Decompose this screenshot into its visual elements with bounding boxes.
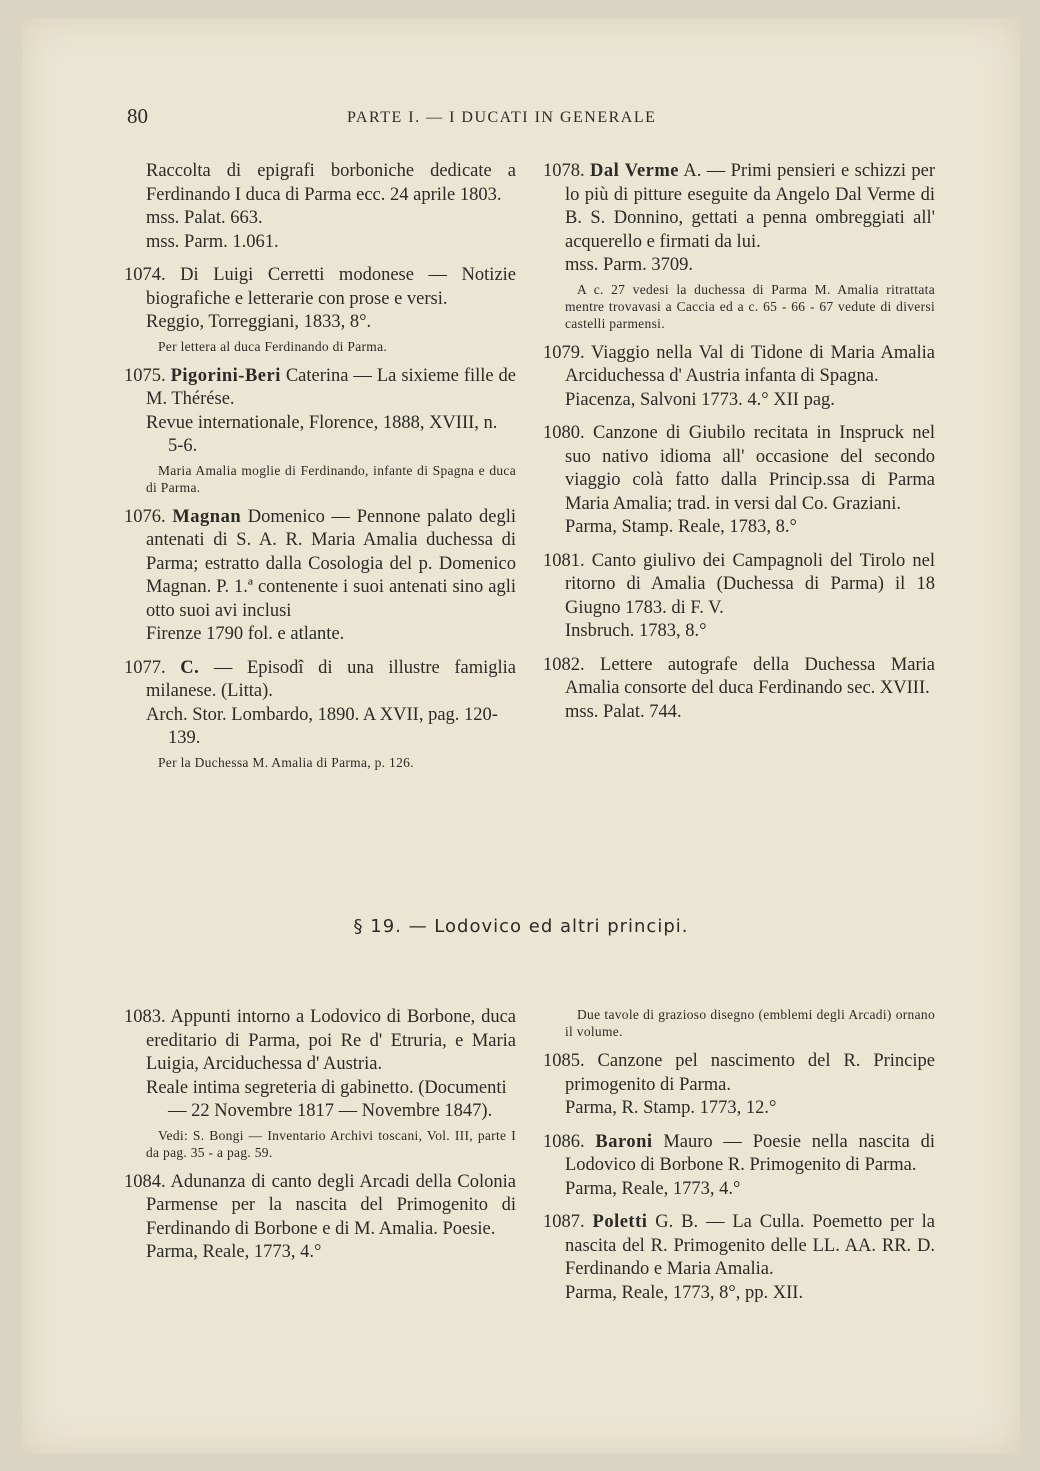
- section-title: § 19. — Lodovico ed altri principi.: [353, 916, 689, 937]
- page-header: [127, 104, 927, 132]
- entry-pub: Parma, Reale, 1773, 4.°: [565, 1178, 741, 1199]
- entry-number: 1078.: [543, 161, 585, 181]
- entry-text: [124, 506, 516, 624]
- left-column-top: [124, 160, 516, 781]
- entry-1076: [124, 506, 516, 647]
- entry-note: Due tavole di grazioso disegno (emblemi degli Arcadi) ornano il volume.: [565, 1007, 935, 1039]
- entry-continuation: [124, 160, 516, 254]
- entry-text: 1081. Canto giulivo dei Campagnoli del Tirolo nel ritorno di Amalia (Duchessa di Parma) il 18 Giugno 1783. di F. V.: [543, 550, 935, 618]
- left-column-bottom: [124, 1006, 516, 1275]
- entry-1081: [543, 550, 935, 644]
- entry-author: Dal Verme: [590, 161, 680, 181]
- entry-text: 1085. Canzone pel nascimento del R. Principe primogenito di Parma.: [543, 1051, 935, 1095]
- entry-text: [543, 160, 935, 254]
- entry-1077: [124, 657, 516, 771]
- entry-author: Pigorini-Beri: [170, 365, 281, 386]
- entry-note-continuation: [543, 1006, 935, 1040]
- entry-text: Raccolta di epigrafi borboniche dedicate a Ferdinando I duca di Parma ecc. 24 aprile 1803.: [146, 161, 516, 205]
- entry-pub: Insbruch. 1783, 8.°: [565, 621, 707, 641]
- entry-1075: [124, 365, 516, 496]
- entry-pub: mss. Parm. 3709.: [565, 255, 693, 275]
- entry-pub: Firenze 1790 fol. e atlante.: [146, 624, 345, 644]
- entry-number: 1086.: [543, 1131, 585, 1152]
- right-column-top: [543, 160, 935, 734]
- entry-title: — Episodî di una illustre famiglia milanese. (Litta).: [146, 657, 517, 701]
- entry-1080: [543, 422, 935, 540]
- entry-author: C.: [180, 657, 200, 678]
- entry-text: 1080. Canzone di Giubilo recitata in Inspruck nel suo nativo idioma all' occasione del secondo viaggio colà fatto dalla Princip.ssa di Parma Maria Amalia; trad. in versi dal Co. Graziani.: [543, 423, 935, 514]
- entry-author: Baroni: [595, 1131, 653, 1152]
- page-number: 80: [127, 104, 148, 128]
- entry-1084: [124, 1171, 516, 1265]
- entry-text: 1084. Adunanza di canto degli Arcadi della Colonia Parmense per la nascita del Primogenito di Ferdinando di Borbone e di M. Amalia. Poesie.: [124, 1171, 516, 1239]
- entry-text: 1083. Appunti intorno a Lodovico di Borbone, duca ereditario di Parma, poi Re d' Etruria, e Maria Luigia, Arciduchessa d' Austria.: [124, 1007, 516, 1074]
- entry-number: 1077.: [124, 657, 166, 678]
- entry-title: A. — Primi pensieri e schizzi per lo più di pitture eseguite da Angelo Dal Verme di B. S. Donnino, gettati a penna ombreggiati all' acquerello e firmati da lui.: [565, 161, 935, 252]
- entry-author: Poletti: [592, 1212, 648, 1232]
- running-head: PARTE I. — I DUCATI IN GENERALE: [347, 109, 657, 126]
- entry-1085: [543, 1050, 935, 1121]
- entry-pub: Reggio, Torreggiani, 1833, 8°.: [146, 312, 372, 332]
- entry-1083: [124, 1006, 516, 1161]
- book-page: [22, 18, 1020, 1454]
- entry-pub: Arch. Stor. Lombardo, 1890. A XVII, pag. 120-139.: [146, 704, 498, 748]
- entry-text: 1082. Lettere autografe della Duchessa Maria Amalia consorte del duca Ferdinando sec. XVIII.: [543, 654, 935, 698]
- entry-1074: [124, 264, 516, 355]
- entry-number: 1075.: [124, 365, 166, 386]
- entry-pub-line: mss. Palat. 663.: [146, 208, 263, 228]
- entry-pub: Parma, Stamp. Reale, 1783, 8.°: [565, 517, 797, 537]
- entry-pub-line: mss. Parm. 1.061.: [146, 231, 279, 252]
- entry-1087: [543, 1211, 935, 1305]
- entry-1086: [543, 1131, 935, 1202]
- entry-text: 1079. Viaggio nella Val di Tidone di Maria Amalia Arciduchessa d' Austria infanta di Spagna.: [543, 342, 935, 386]
- entry-1082: [543, 654, 935, 725]
- entry-note: Per la Duchessa M. Amalia di Parma, p. 126.: [158, 754, 414, 770]
- entry-pub: Piacenza, Salvoni 1773. 4.° XII pag.: [565, 389, 835, 410]
- entry-number: 1076.: [124, 506, 166, 527]
- entry-number: 1087.: [543, 1212, 585, 1232]
- entry-pub: Parma, Reale, 1773, 8°, pp. XII.: [565, 1282, 804, 1303]
- entry-1079: [543, 342, 935, 413]
- entry-title: Caterina — La sixieme fille de M. Thérése.: [146, 365, 517, 409]
- entry-author: Magnan: [172, 506, 242, 527]
- entry-note: Per lettera al duca Ferdinando di Parma.: [158, 338, 388, 354]
- entry-pub: Revue internationale, Florence, 1888, XVIII, n. 5-6.: [146, 412, 498, 456]
- entry-note: A c. 27 vedesi la duchessa di Parma M. Amalia ritrattata mentre trovavasi a Caccia ed a c. 65 - 66 - 67 vedute di diversi castelli parmensi.: [565, 281, 935, 331]
- entry-text: [124, 657, 516, 704]
- entry-text: [543, 1131, 935, 1178]
- right-column-bottom: [543, 1006, 935, 1315]
- entry-note: Vedi: S. Bongi — Inventario Archivi toscani, Vol. III, parte I da pag. 35 - a pag. 59.: [146, 1127, 516, 1160]
- entry-1078: [543, 160, 935, 332]
- entry-note: Maria Amalia moglie di Ferdinando, infante di Spagna e duca di Parma.: [146, 462, 516, 495]
- entry-pub: mss. Palat. 744.: [565, 701, 682, 722]
- entry-pub: Parma, Reale, 1773, 4.°: [146, 1242, 322, 1262]
- entry-text: [124, 365, 516, 412]
- entry-pub: Parma, R. Stamp. 1773, 12.°: [565, 1098, 777, 1118]
- entry-pub: Reale intima segreteria di gabinetto. (Documenti — 22 Novembre 1817 — Novembre 1847).: [146, 1077, 507, 1121]
- entry-title: G. B. — La Culla. Poemetto per la nascita del R. Primogenito delle LL. AA. RR. D. Ferdinando e Maria Amalia.: [565, 1212, 935, 1279]
- entry-text: 1074. Di Luigi Cerretti modonese — Notizie biografiche e letterarie con prose e versi.: [124, 265, 516, 309]
- entry-title: Mauro — Poesie nella nascita di Lodovico di Borbone R. Primogenito di Parma.: [565, 1131, 936, 1175]
- entry-text: [543, 1211, 935, 1282]
- entry-title: Domenico — Pennone palato degli antenati di S. A. R. Maria Amalia duchessa di Parma; estratto dalla Cosologia del p. Domenico Magnan. P. 1.ª contenente i suoi antenati sino agli otto suoi avi inclusi: [146, 506, 517, 621]
